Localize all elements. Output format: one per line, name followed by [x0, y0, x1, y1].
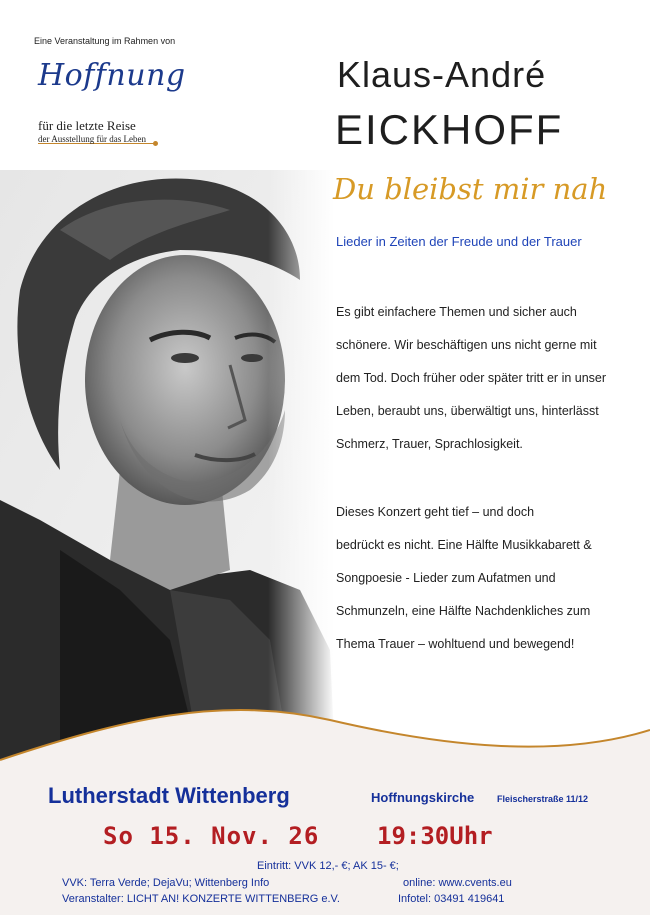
description-line: schönere. Wir beschäftigen uns nicht gerne mit — [336, 338, 597, 352]
description-paragraph-1 — [336, 296, 636, 461]
description-line: Schmerz, Trauer, Sprachlosigkeit. — [336, 437, 523, 451]
program-tagline: Lieder in Zeiten der Freude und der Trauer — [336, 234, 582, 249]
artist-last-name: EICKHOFF — [335, 106, 564, 153]
event-street: Fleischerstraße 11/12 — [497, 794, 589, 804]
description-line: Dieses Konzert geht tief – und doch — [336, 505, 535, 519]
description-line: Thema Trauer – wohltuend und bewegend! — [336, 637, 575, 651]
description-line: Es gibt einfachere Themen und sicher auch — [336, 305, 577, 319]
logo-line-2: der Ausstellung für das Leben — [38, 134, 146, 144]
presale-locations: VVK: Terra Verde; DejaVu; Wittenberg Info — [62, 877, 270, 889]
description-line: Schmunzeln, eine Hälfte Nachdenkliches zum — [336, 604, 591, 618]
artist-first-name: Klaus-André — [337, 54, 547, 95]
organization-intro: Eine Veranstaltung im Rahmen von — [34, 36, 176, 46]
event-time: 19:30Uhr — [377, 822, 493, 850]
hoffnung-logo: Hoffnung — [38, 58, 186, 93]
info-phone: Infotel: 03491 419641 — [398, 893, 505, 905]
description-line: Leben, beraubt uns, überwältigt uns, hinterlässt — [336, 404, 599, 418]
online-info: online: www.cvents.eu — [403, 877, 512, 889]
entry-price: Eintritt: VVK 12,- €; AK 15- €; — [257, 860, 399, 872]
event-venue: Hoffnungskirche — [371, 790, 475, 805]
artist-portrait — [0, 170, 335, 760]
program-title: Du bleibst mir nah — [333, 172, 608, 206]
event-city: Lutherstadt Wittenberg — [48, 783, 290, 808]
description-line: bedrückt es nicht. Eine Hälfte Musikkabarett & — [336, 538, 592, 552]
description-line: Songpoesie - Lieder zum Aufatmen und — [336, 571, 556, 585]
organizer: Veranstalter: LICHT AN! KONZERTE WITTENBERG e.V. — [62, 893, 340, 905]
event-date: So 15. Nov. 26 — [103, 822, 320, 850]
logo-line-1: für die letzte Reise — [38, 118, 136, 133]
description-line: dem Tod. Doch früher oder später tritt er in unser — [336, 371, 607, 385]
description-paragraph-2 — [336, 496, 636, 661]
logo-dot — [153, 141, 158, 146]
